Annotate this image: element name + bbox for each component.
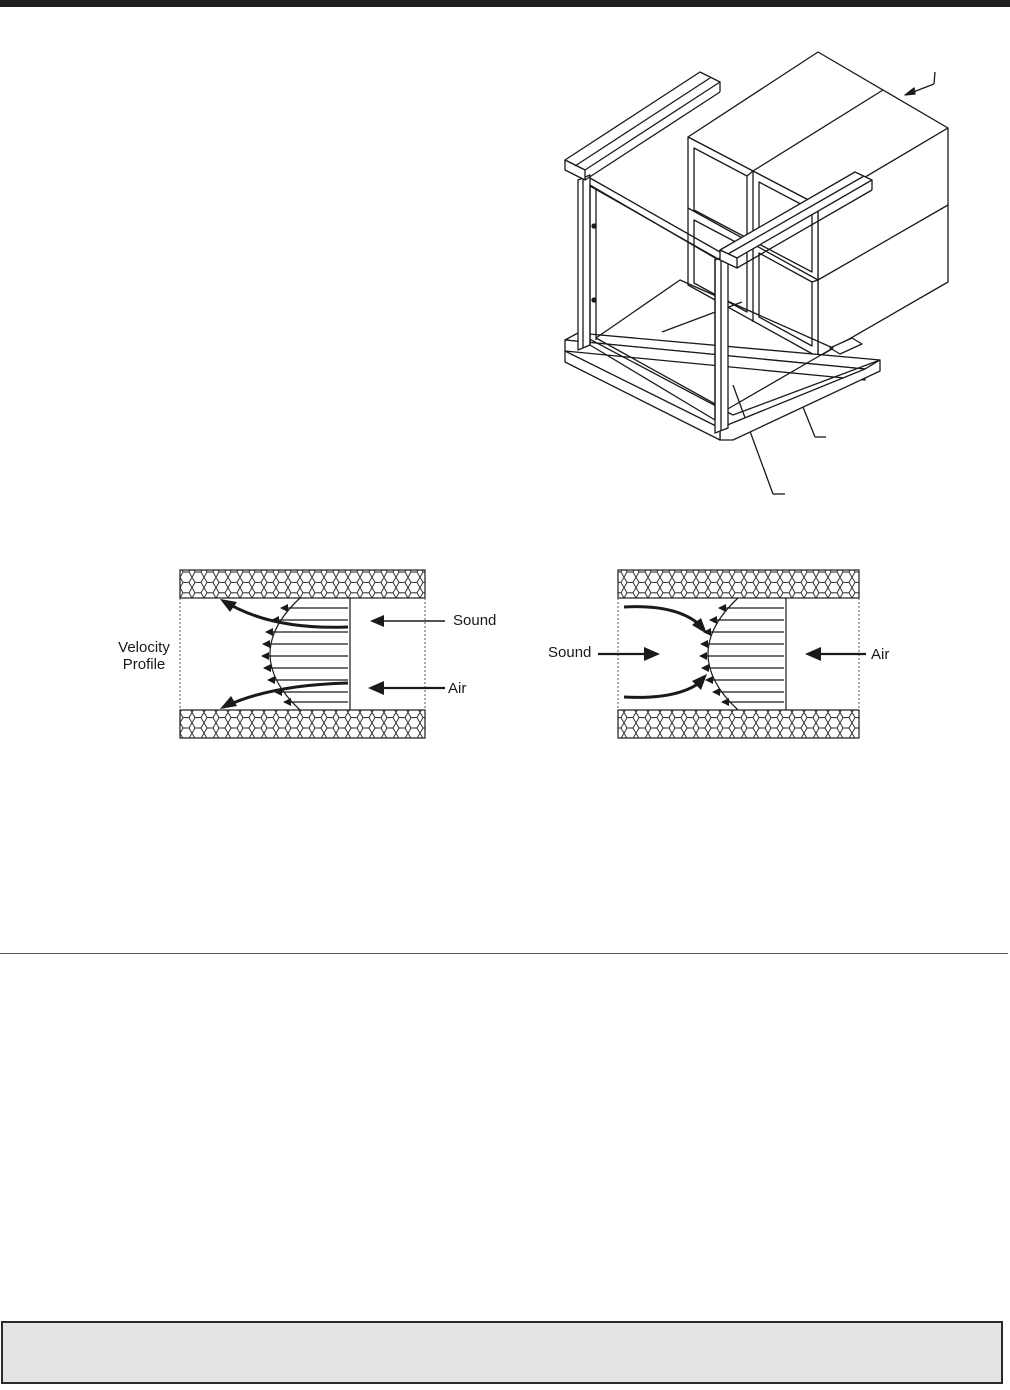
top-rule [0, 0, 1010, 7]
velocity-profile-line1: Velocity [118, 639, 170, 656]
left-external-arrows [360, 610, 450, 700]
velocity-profile-label [112, 639, 176, 673]
right-air-label: Air [871, 646, 890, 663]
right-external-arrows [595, 640, 870, 670]
note-box [1, 1321, 1003, 1384]
right-sound-label: Sound [548, 644, 592, 661]
left-air-label: Air [448, 680, 467, 697]
velocity-profile-line2: Profile [122, 656, 166, 673]
section-divider [0, 953, 1008, 954]
left-sound-label: Sound [453, 612, 497, 629]
silencer-frame-illustration [540, 45, 960, 505]
